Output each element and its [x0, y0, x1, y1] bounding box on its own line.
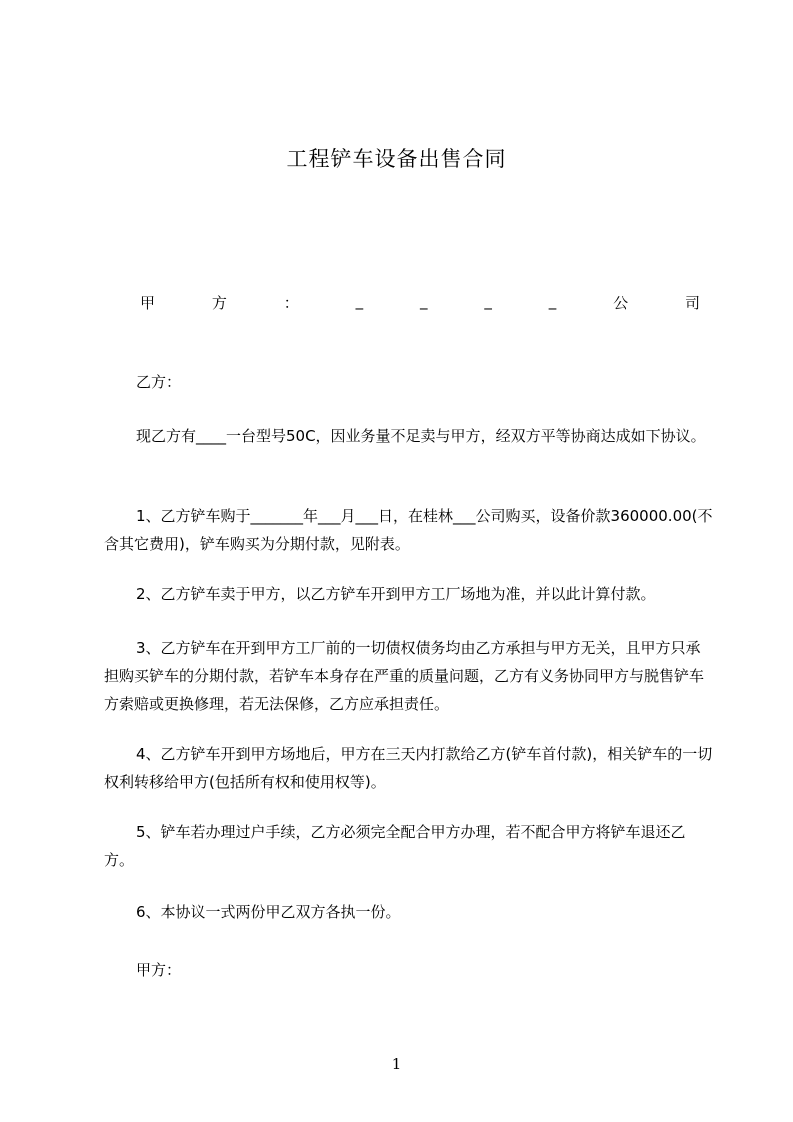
party-a-blank: _	[419, 292, 428, 310]
clause-5: 5、铲车若办理过户手续，乙方必须完全配合甲方办理，若不配合甲方将铲车退还乙方。	[104, 823, 686, 869]
clause-4: 4、乙方铲车开到甲方场地后，甲方在三天内打款给乙方(铲车首付款)，相关铲车的一切权利转移给甲方(包括所有权和使用权等)。	[104, 745, 713, 791]
party-a-line	[140, 292, 700, 313]
clause-3: 3、乙方铲车在开到甲方工厂前的一切债权债务均由乙方承担与甲方无关，且甲方只承担购买铲车的分期付款，若铲车本身存在严重的质量问题，乙方有义务协同甲方与脱售铲车方索赔或更换修理，若无法保修，乙方应承担责任。	[104, 639, 705, 713]
party-a-char: ：	[283, 294, 299, 312]
intro-paragraph: 现乙方有____一台型号50C，因业务量不足卖与甲方，经双方平等协商达成如下协议。	[136, 427, 706, 445]
party-a-char: 司	[684, 294, 700, 312]
party-a-char: 甲	[140, 294, 156, 312]
party-a-blank: _	[355, 292, 364, 310]
party-a-sign-label: 甲方：	[136, 961, 182, 979]
clause-2: 2、乙方铲车卖于甲方，以乙方铲车开到甲方工厂场地为准，并以此计算付款。	[136, 585, 656, 603]
page-number: 1	[391, 1055, 402, 1073]
party-a-char: 公	[613, 294, 629, 312]
party-b-label: 乙方：	[136, 373, 182, 391]
party-a-blank: _	[484, 292, 492, 310]
clause-1: 1、乙方铲车购于_______年___月___日，在桂林___公司购买，设备价款360000.00(不含其它费用)，铲车购买为分期付款，见附表。	[104, 507, 713, 553]
party-a-blank: _	[548, 292, 557, 310]
page-title: 工程铲车设备出售合同	[286, 147, 507, 171]
clause-6: 6、本协议一式两份甲乙双方各执一份。	[136, 903, 401, 921]
party-a-char: 方	[211, 294, 227, 312]
